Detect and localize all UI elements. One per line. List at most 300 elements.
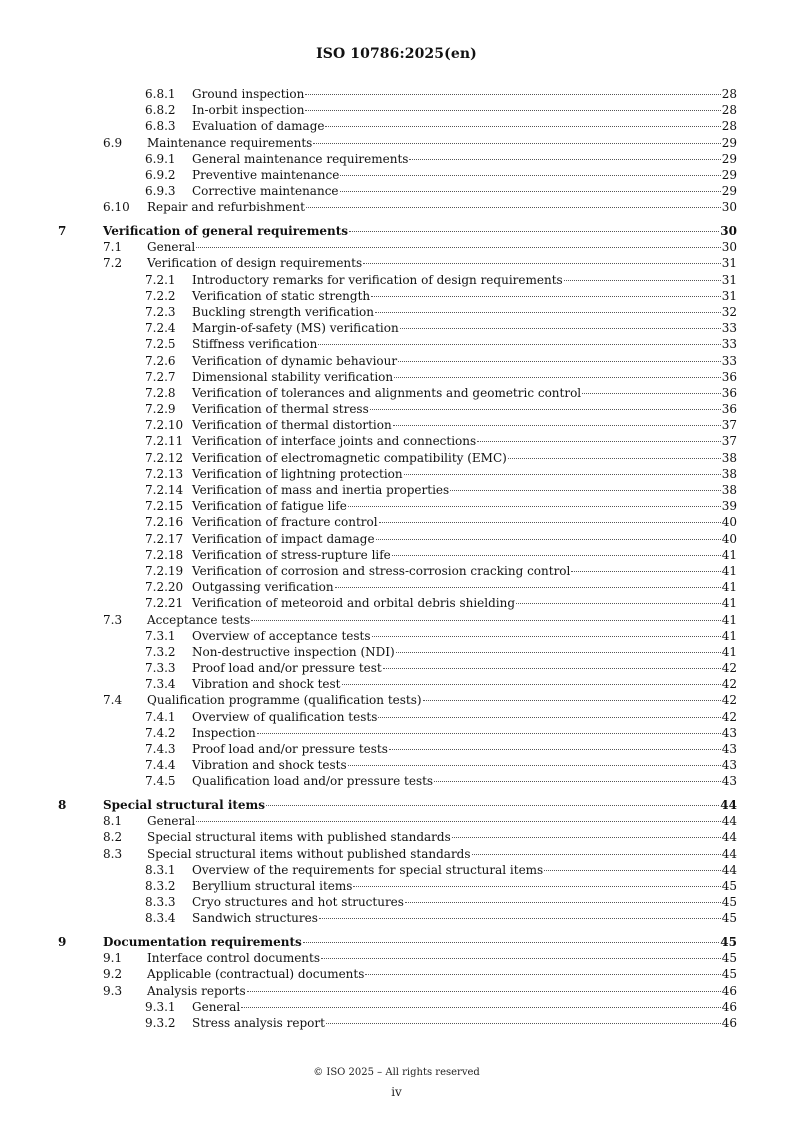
dot-leader <box>335 587 721 588</box>
toc-section-number: 7.4.1 <box>145 709 176 724</box>
toc-section-number: 9.3.2 <box>145 1016 176 1030</box>
toc-entry-title: General <box>147 814 196 829</box>
toc-page-number: 44 <box>721 862 737 877</box>
toc-section-number: 7.4.4 <box>145 758 176 773</box>
dot-leader <box>363 263 721 264</box>
dot-leader <box>348 765 721 766</box>
toc-entry[interactable] <box>0 514 793 530</box>
toc-section-number: 8.3.1 <box>145 862 176 877</box>
toc-page-number: 39 <box>721 499 737 514</box>
toc-page-number: 28 <box>721 87 737 101</box>
toc-entry-line <box>145 894 737 910</box>
toc-page-number: 29 <box>721 135 737 150</box>
toc-entry-title: Margin-of-safety (MS) verification <box>192 321 399 336</box>
toc-entry[interactable] <box>0 118 793 134</box>
toc-entry-title: Repair and refurbishment <box>147 200 305 215</box>
toc-entry-title: Qualification programme (qualification tests) <box>147 693 422 708</box>
toc-section-number: 6.9.1 <box>145 151 176 166</box>
toc-entry-title: Dimensional stability verification <box>192 369 394 384</box>
toc-page-number: 33 <box>721 353 737 368</box>
toc-page-number: 44 <box>721 830 737 845</box>
dot-leader <box>340 175 720 176</box>
dot-leader <box>342 684 721 685</box>
toc-section-number: 7.2.21 <box>145 596 184 611</box>
toc-section-number: 8.2 <box>103 830 123 845</box>
toc-page-number: 41 <box>721 547 737 562</box>
toc-entry-line <box>145 401 737 417</box>
toc-page-number: 46 <box>721 999 737 1014</box>
toc-page-number: 45 <box>720 935 737 950</box>
toc-entry-line <box>145 741 737 757</box>
dot-leader <box>305 94 720 95</box>
toc-entry[interactable] <box>0 595 793 611</box>
dot-leader <box>379 522 721 523</box>
dot-leader <box>571 571 720 572</box>
toc-entry[interactable] <box>0 433 793 449</box>
toc-entry-title: Verification of thermal distortion <box>192 418 392 433</box>
toc-section-number: 7.3 <box>103 612 123 627</box>
toc-page-number: 31 <box>721 256 737 271</box>
toc-entry-title: Overview of the requirements for special structural items <box>192 862 544 877</box>
toc-entry-title: Special structural items with published standards <box>147 830 451 845</box>
dot-leader <box>564 280 721 281</box>
dot-leader <box>409 159 720 160</box>
toc-page-number: 40 <box>721 531 737 546</box>
toc-entry[interactable] <box>0 183 793 199</box>
dot-leader <box>378 717 720 718</box>
toc-entry-line <box>145 369 737 385</box>
toc-entry-line <box>145 86 737 102</box>
toc-section-number: 7.4 <box>103 693 123 708</box>
toc-entry-title: Verification of fracture control <box>192 515 378 530</box>
toc-section-number: 6.10 <box>103 200 130 215</box>
toc-page-number: 43 <box>721 725 737 740</box>
toc-entry[interactable] <box>0 417 793 433</box>
toc-section-number: 7.3.1 <box>145 628 176 643</box>
toc-entry-title: Special structural items without published standards <box>147 846 471 861</box>
toc-entry-line <box>103 983 737 999</box>
toc-entry-line <box>145 466 737 482</box>
toc-entry[interactable] <box>0 304 793 320</box>
toc-entry-title: Evaluation of damage <box>192 119 325 134</box>
toc-entry-title: Beryllium structural items <box>192 879 353 893</box>
toc-entry[interactable] <box>0 894 793 910</box>
toc-page-number: 37 <box>721 434 737 449</box>
dot-leader <box>196 247 720 248</box>
toc-section-number: 7.2.8 <box>145 385 176 400</box>
toc-entry-line <box>145 660 737 676</box>
toc-entry[interactable] <box>0 255 793 271</box>
toc-entry[interactable] <box>0 612 793 628</box>
toc-entry[interactable] <box>0 829 793 845</box>
toc-entry-line <box>103 199 737 215</box>
toc-entry-line <box>145 304 737 320</box>
toc-page-number: 44 <box>721 814 737 829</box>
toc-entry-line <box>145 102 737 118</box>
dot-leader <box>389 749 721 750</box>
toc-section-number: 7.2.4 <box>145 321 176 336</box>
toc-entry[interactable] <box>0 86 793 102</box>
toc-entry[interactable] <box>0 757 793 773</box>
toc-entry-line <box>145 1015 737 1031</box>
toc-page-number: 43 <box>721 742 737 756</box>
toc-page-number: 29 <box>721 167 737 182</box>
toc-page-number: 32 <box>721 304 737 319</box>
toc-entry-line <box>145 757 737 773</box>
toc-entry-title: Verification of mass and inertia properties <box>192 483 450 497</box>
toc-entry-line <box>145 385 737 401</box>
toc-entry-title: Verification of design requirements <box>147 256 363 271</box>
toc-page-number: 45 <box>721 911 737 926</box>
copyright-notice: © ISO 2025 – All rights reserved <box>313 1067 480 1078</box>
toc-entry[interactable] <box>0 272 793 288</box>
toc-entry[interactable] <box>0 660 793 676</box>
toc-entry-title: In-orbit inspection <box>192 103 305 118</box>
dot-leader <box>370 409 721 410</box>
toc-section-number: 9.3 <box>103 983 123 998</box>
dot-leader <box>383 668 721 669</box>
toc-entry[interactable] <box>0 547 793 563</box>
toc-chapter-number: 8 <box>58 798 67 813</box>
toc-entry-line <box>103 966 737 982</box>
toc-entry-title: Verification of corrosion and stress-corrosion cracking control <box>192 563 571 578</box>
toc-section-number: 7.2.10 <box>145 418 184 433</box>
toc-section-number: 7.4.5 <box>145 774 176 789</box>
dot-leader <box>404 474 721 475</box>
toc-entry[interactable] <box>0 846 793 862</box>
toc-entry-line <box>103 255 737 271</box>
toc-entry-line <box>145 183 737 199</box>
toc-entry-title: Verification of stress-rupture life <box>192 547 391 562</box>
toc-entry[interactable] <box>0 813 793 829</box>
toc-page-number: 41 <box>721 628 737 643</box>
dot-leader <box>321 958 721 959</box>
dot-leader <box>266 805 719 806</box>
toc-entry-line <box>145 595 737 611</box>
toc-page-number: 36 <box>721 402 737 417</box>
toc-entry[interactable] <box>0 862 793 878</box>
toc-page-number: 41 <box>721 612 737 627</box>
toc-entry-line <box>103 239 737 255</box>
toc-entry[interactable] <box>0 983 793 999</box>
toc-entry[interactable] <box>0 135 793 151</box>
toc-entry[interactable] <box>0 498 793 514</box>
toc-entry[interactable] <box>0 288 793 304</box>
dot-leader <box>394 377 721 378</box>
toc-page-number: 45 <box>721 879 737 893</box>
toc-entry-line <box>103 223 737 239</box>
toc-section-number: 7.3.3 <box>145 661 176 676</box>
toc-entry[interactable] <box>0 910 793 926</box>
toc-entry-line <box>145 514 737 530</box>
toc-page-number: 42 <box>721 661 737 676</box>
toc-entry-title: Proof load and/or pressure tests <box>192 742 388 756</box>
dot-leader <box>353 886 720 887</box>
dot-leader <box>508 458 721 459</box>
toc-entry-line <box>145 151 737 167</box>
toc-section-number: 7.1 <box>103 240 123 255</box>
toc-page-number: 36 <box>721 369 737 384</box>
toc-section-number: 6.9.3 <box>145 184 176 199</box>
toc-entry[interactable] <box>0 725 793 741</box>
toc-entry-title: Non-destructive inspection (NDI) <box>192 644 395 659</box>
dot-leader <box>372 636 721 637</box>
dot-leader <box>516 603 721 604</box>
toc-page-number: 41 <box>721 596 737 611</box>
toc-page-number: 44 <box>720 798 737 813</box>
toc-page-number: 30 <box>721 240 737 255</box>
toc-page-number: 31 <box>721 288 737 303</box>
toc-entry[interactable] <box>0 401 793 417</box>
toc-entry-line <box>103 846 737 862</box>
dot-leader <box>375 312 721 313</box>
dot-leader <box>305 110 720 111</box>
toc-entry-title: Interface control documents <box>147 951 321 966</box>
toc-entry[interactable] <box>0 531 793 547</box>
dot-leader <box>306 207 721 208</box>
toc-entry-line <box>145 320 737 336</box>
toc-entry-line <box>145 579 737 595</box>
toc-entry-title: General maintenance requirements <box>192 151 409 166</box>
toc-entry[interactable] <box>0 167 793 183</box>
toc-entry[interactable] <box>0 676 793 692</box>
dot-leader <box>434 781 721 782</box>
dot-leader <box>544 870 721 871</box>
dot-leader <box>398 361 721 362</box>
dot-leader <box>582 393 721 394</box>
toc-entry-title: Documentation requirements <box>103 935 302 950</box>
toc-entry-line <box>145 878 737 894</box>
toc-entry[interactable] <box>0 934 793 950</box>
toc-page-number: 36 <box>721 385 737 400</box>
toc-entry[interactable] <box>0 579 793 595</box>
toc-entry-title: Verification of general requirements <box>103 224 349 238</box>
toc-page-number: 46 <box>721 1016 737 1030</box>
toc-page-number: 28 <box>721 119 737 134</box>
toc-entry[interactable] <box>0 773 793 789</box>
toc-entry[interactable] <box>0 353 793 369</box>
dot-leader <box>348 506 721 507</box>
toc-section-number: 8.1 <box>103 814 123 829</box>
toc-section-number: 7.4.2 <box>145 725 176 740</box>
toc-section-number: 7.2.14 <box>145 483 184 497</box>
toc-entry-line <box>145 450 737 466</box>
toc-page-number: 38 <box>721 466 737 481</box>
toc-entry[interactable] <box>0 239 793 255</box>
dot-leader <box>241 1007 720 1008</box>
toc-section-number: 7.2.13 <box>145 466 184 481</box>
dot-leader <box>477 441 721 442</box>
toc-page-number: 33 <box>721 337 737 352</box>
toc-entry[interactable] <box>0 223 793 239</box>
toc-page-number: 38 <box>721 483 737 497</box>
dot-leader <box>313 143 720 144</box>
toc-page-number: 30 <box>721 200 737 215</box>
toc-section-number: 6.9.2 <box>145 167 176 182</box>
toc-section-number: 9.3.1 <box>145 999 176 1014</box>
toc-entry[interactable] <box>0 644 793 660</box>
toc-entry-line <box>103 950 737 966</box>
toc-section-number: 6.8.1 <box>145 87 176 101</box>
toc-page-number: 38 <box>721 450 737 465</box>
toc-section-number: 8.3.2 <box>145 879 176 893</box>
toc-page-number: 43 <box>721 758 737 773</box>
toc-entry-line <box>145 644 737 660</box>
toc-section-number: 6.8.3 <box>145 119 176 134</box>
dot-leader <box>196 821 720 822</box>
toc-entry-line <box>145 272 737 288</box>
toc-section-number: 7.2.7 <box>145 369 176 384</box>
dot-leader <box>251 620 720 621</box>
toc-entry-line <box>103 829 737 845</box>
toc-entry[interactable] <box>0 336 793 352</box>
toc-entry-line <box>103 813 737 829</box>
dot-leader <box>376 539 721 540</box>
toc-entry-title: Overview of qualification tests <box>192 709 378 724</box>
toc-entry-title: General <box>147 240 196 255</box>
toc-entry-title: Cryo structures and hot structures <box>192 895 404 910</box>
toc-entry-line <box>145 417 737 433</box>
toc-entry-line <box>145 482 737 498</box>
toc-entry-title: Verification of dynamic behaviour <box>192 353 398 368</box>
toc-entry[interactable] <box>0 692 793 708</box>
toc-section-number: 8.3.3 <box>145 895 176 910</box>
page-number: iv <box>391 1085 402 1099</box>
toc-section-number: 7.2.19 <box>145 563 184 578</box>
dot-leader <box>400 328 721 329</box>
toc-entry[interactable] <box>0 797 793 813</box>
dot-leader <box>365 974 720 975</box>
toc-entry-line <box>145 725 737 741</box>
toc-entry-title: Applicable (contractual) documents <box>147 967 365 982</box>
toc-page-number: 42 <box>721 677 737 692</box>
dot-leader <box>325 126 720 127</box>
dot-leader <box>452 837 721 838</box>
dot-leader <box>396 652 721 653</box>
table-of-contents <box>0 86 793 1031</box>
dot-leader <box>393 425 721 426</box>
toc-entry[interactable] <box>0 1015 793 1031</box>
toc-entry-line <box>145 433 737 449</box>
toc-entry[interactable] <box>0 369 793 385</box>
toc-entry-title: Outgassing verification <box>192 580 334 595</box>
toc-entry-line <box>145 910 737 926</box>
toc-section-number: 7.2.11 <box>145 434 184 449</box>
toc-entry[interactable] <box>0 102 793 118</box>
toc-entry-title: Analysis reports <box>147 983 246 998</box>
toc-entry[interactable] <box>0 950 793 966</box>
toc-entry-title: Verification of impact damage <box>192 531 375 546</box>
toc-page-number: 33 <box>721 321 737 336</box>
toc-entry[interactable] <box>0 966 793 982</box>
toc-entry[interactable] <box>0 563 793 579</box>
toc-section-number: 7.2.1 <box>145 272 176 287</box>
dot-leader <box>247 991 721 992</box>
dot-leader <box>371 296 721 297</box>
dot-leader <box>319 918 721 919</box>
toc-entry[interactable] <box>0 709 793 725</box>
toc-entry[interactable] <box>0 466 793 482</box>
toc-entry[interactable] <box>0 741 793 757</box>
toc-entry[interactable] <box>0 999 793 1015</box>
toc-section-number: 6.9 <box>103 135 123 150</box>
toc-entry[interactable] <box>0 151 793 167</box>
toc-entry-title: Qualification load and/or pressure tests <box>192 774 434 789</box>
toc-entry-title: Preventive maintenance <box>192 167 340 182</box>
toc-section-number: 7.2.12 <box>145 450 184 465</box>
toc-entry-line <box>145 563 737 579</box>
dot-leader <box>472 854 721 855</box>
toc-entry[interactable] <box>0 320 793 336</box>
toc-chapter-number: 9 <box>58 935 67 950</box>
toc-entry[interactable] <box>0 482 793 498</box>
toc-section-number: 7.2.3 <box>145 304 176 319</box>
toc-section-number: 7.4.3 <box>145 742 176 756</box>
toc-entry-title: Stiffness verification <box>192 337 318 352</box>
toc-section-number: 9.1 <box>103 951 123 966</box>
toc-entry-title: Proof load and/or pressure test <box>192 661 382 676</box>
toc-section-number: 9.2 <box>103 967 123 982</box>
toc-entry-title: Buckling strength verification <box>192 304 374 319</box>
toc-entry-line <box>103 135 737 151</box>
toc-entry-title: Stress analysis report <box>192 1016 325 1030</box>
toc-entry[interactable] <box>0 385 793 401</box>
toc-entry-line <box>103 797 737 813</box>
toc-entry-title: Verification of fatigue life <box>192 499 347 514</box>
toc-page-number: 29 <box>721 151 737 166</box>
toc-entry-line <box>145 288 737 304</box>
dot-leader <box>349 231 719 232</box>
toc-entry-line <box>145 547 737 563</box>
toc-page-number: 30 <box>720 224 737 238</box>
toc-entry-title: Verification of interface joints and connections <box>192 434 477 449</box>
dot-leader <box>340 191 721 192</box>
dot-leader <box>303 942 720 943</box>
toc-entry[interactable] <box>0 628 793 644</box>
toc-entry-line <box>103 612 737 628</box>
toc-section-number: 7.3.4 <box>145 677 176 692</box>
toc-entry[interactable] <box>0 199 793 215</box>
toc-section-number: 7.2.17 <box>145 531 184 546</box>
toc-section-number: 7.2.16 <box>145 515 184 530</box>
toc-page-number: 46 <box>721 983 737 998</box>
toc-section-number: 7.2.6 <box>145 353 176 368</box>
toc-entry[interactable] <box>0 878 793 894</box>
toc-section-number: 8.3 <box>103 846 123 861</box>
toc-entry-line <box>145 628 737 644</box>
dot-leader <box>257 733 721 734</box>
toc-page-number: 29 <box>721 184 737 199</box>
toc-page-number: 45 <box>721 895 737 910</box>
toc-entry[interactable] <box>0 450 793 466</box>
toc-entry-title: Verification of tolerances and alignments and geometric control <box>192 385 582 400</box>
toc-page-number: 41 <box>721 580 737 595</box>
toc-entry-title: Ground inspection <box>192 87 305 101</box>
toc-entry-title: Verification of electromagnetic compatibility (EMC) <box>192 450 507 465</box>
toc-entry-title: Verification of lightning protection <box>192 466 403 481</box>
toc-entry-line <box>145 336 737 352</box>
dot-leader <box>392 555 721 556</box>
toc-page-number: 44 <box>721 846 737 861</box>
toc-page-number: 43 <box>721 774 737 789</box>
toc-entry-line <box>103 692 737 708</box>
toc-entry-line <box>145 862 737 878</box>
toc-section-number: 8.3.4 <box>145 911 176 926</box>
toc-page-number: 37 <box>721 418 737 433</box>
toc-entry-title: Inspection <box>192 725 256 740</box>
toc-section-number: 7.3.2 <box>145 644 176 659</box>
toc-page-number: 40 <box>721 515 737 530</box>
